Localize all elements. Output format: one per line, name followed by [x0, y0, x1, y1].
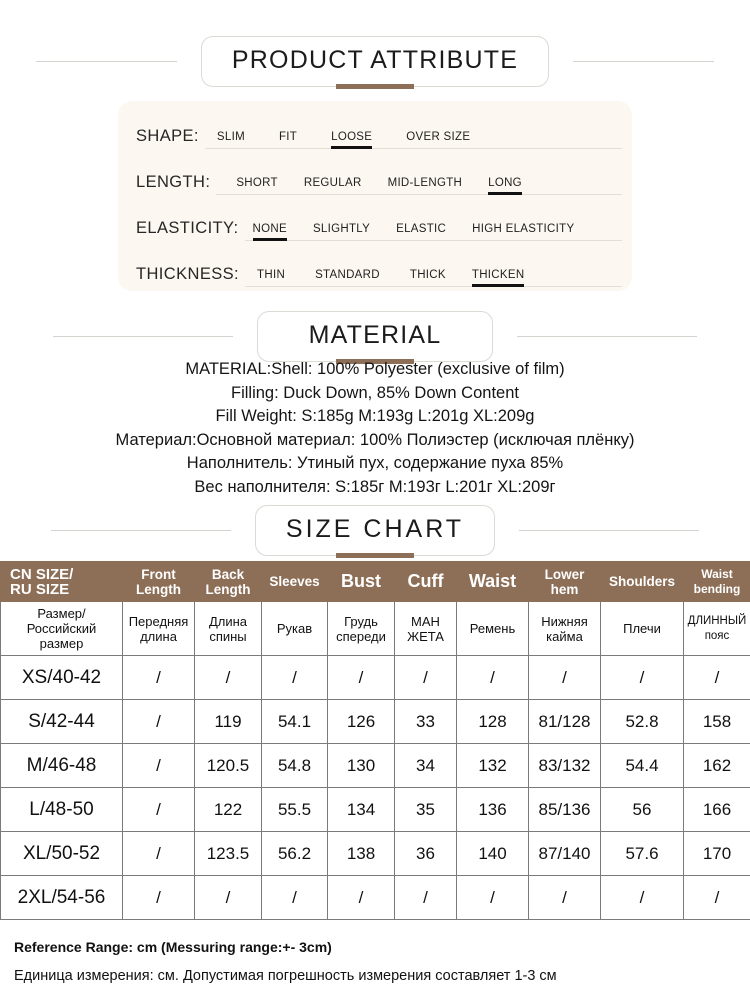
cell-back-length: 122	[195, 788, 262, 832]
cell-sleeves: /	[262, 876, 328, 920]
divider-line-right	[519, 530, 699, 531]
cell-cuff: 36	[395, 832, 457, 876]
cell-bust: 130	[328, 744, 395, 788]
cell-shoulders: /	[601, 876, 684, 920]
cell-cuff: 33	[395, 700, 457, 744]
material-line: Наполнитель: Утиный пух, содержание пуха 85%	[186, 454, 564, 472]
cell-waist: 140	[457, 832, 529, 876]
table-row	[1, 832, 750, 876]
cell-sleeves: 54.1	[262, 700, 328, 744]
title-underline-accent	[336, 84, 414, 89]
cell-lower-hem: 83/132	[529, 744, 601, 788]
option-length-regular[interactable]: REGULAR	[303, 176, 362, 189]
material-line: MATERIAL:Shell: 100% Polyester (exclusive of film)	[185, 360, 565, 378]
column-header-cuff: Cuff	[395, 562, 457, 602]
cell-size: 2XL/54-56	[1, 876, 123, 920]
divider-line-right	[573, 61, 714, 62]
column-header-sleeves: Sleeves	[262, 562, 328, 602]
option-thickness-thicken[interactable]: THICKEN	[471, 268, 525, 281]
cell-front-length: /	[123, 876, 195, 920]
section-header-product-attribute	[0, 36, 750, 87]
cell-front-length: /	[123, 832, 195, 876]
table-row	[1, 876, 750, 920]
cell-shoulders: 52.8	[601, 700, 684, 744]
table-row	[1, 700, 750, 744]
cell-sleeves: 56.2	[262, 832, 328, 876]
cell-waist-bending: 158	[684, 700, 750, 744]
column-header-back-length: Back Length	[195, 562, 262, 602]
attribute-label-shape: SHAPE:	[136, 126, 199, 145]
column-header-ru-waist-bending: ДЛИННЫЙ пояс	[684, 602, 750, 656]
cell-cuff: 35	[395, 788, 457, 832]
table-row	[1, 788, 750, 832]
cell-size: S/42-44	[1, 700, 123, 744]
cell-sleeves: 54.8	[262, 744, 328, 788]
cell-shoulders: 57.6	[601, 832, 684, 876]
column-header-ru-front-length: Передняя длина	[123, 602, 195, 656]
cell-size: XS/40-42	[1, 656, 123, 700]
option-thickness-thin[interactable]: THIN	[257, 268, 286, 281]
material-line: Fill Weight: S:185g M:193g L:201g XL:209g	[215, 407, 535, 425]
option-shape-fit[interactable]: FIT	[278, 130, 298, 143]
size-chart-table-container	[0, 561, 750, 920]
cell-waist-bending: 170	[684, 832, 750, 876]
cell-lower-hem: 87/140	[529, 832, 601, 876]
column-header-bust: Bust	[328, 562, 395, 602]
column-header-lower-hem: Lower hem	[529, 562, 601, 602]
divider-line-left	[36, 61, 177, 62]
option-elasticity-none[interactable]: NONE	[252, 222, 287, 235]
attribute-label-thickness: THICKNESS:	[136, 264, 240, 283]
cell-front-length: /	[123, 656, 195, 700]
cell-size: XL/50-52	[1, 832, 123, 876]
section-title-material: MATERIAL	[308, 321, 442, 349]
cell-bust: 134	[328, 788, 395, 832]
material-line: Материал:Основной материал: 100% Полиэстер (исключая плёнку)	[115, 430, 635, 449]
column-header-ru-cuff: МАН ЖЕТА	[395, 602, 457, 656]
option-thickness-standard[interactable]: STANDARD	[315, 268, 380, 281]
cell-waist: 128	[457, 700, 529, 744]
cell-waist-bending: 162	[684, 744, 750, 788]
size-chart-table	[0, 561, 750, 920]
cell-bust: 138	[328, 832, 395, 876]
attribute-options-length	[216, 178, 622, 196]
column-header-ru-size: Размер/ Российский размер	[1, 602, 123, 656]
cell-lower-hem: 85/136	[529, 788, 601, 832]
divider-line-left	[51, 530, 231, 531]
material-line: Filling: Duck Down, 85% Down Content	[231, 383, 519, 402]
cell-waist-bending: /	[684, 656, 750, 700]
column-header-front-length: Front Length	[123, 562, 195, 602]
column-header-ru-back-length: Длина спины	[195, 602, 262, 656]
cell-back-length: /	[195, 876, 262, 920]
cell-waist-bending: 166	[684, 788, 750, 832]
column-header-ru-shoulders: Плечи	[601, 602, 684, 656]
measurement-notes	[14, 933, 750, 991]
option-shape-loose[interactable]: LOOSE	[331, 130, 373, 143]
attribute-options-shape	[205, 132, 622, 150]
cell-lower-hem: 81/128	[529, 700, 601, 744]
divider-line-right	[517, 336, 697, 337]
cell-size: M/46-48	[1, 744, 123, 788]
column-header-shoulders: Shoulders	[601, 562, 684, 602]
option-shape-slim[interactable]: SLIM	[216, 130, 245, 143]
cell-bust: /	[328, 876, 395, 920]
cell-back-length: 123.5	[195, 832, 262, 876]
option-shape-over-size[interactable]: OVER SIZE	[406, 130, 471, 143]
column-header-ru-bust: Грудь спереди	[328, 602, 395, 656]
attribute-row-length	[136, 161, 622, 195]
cell-bust: 126	[328, 700, 395, 744]
cell-waist-bending: /	[684, 876, 750, 920]
cell-back-length: 120.5	[195, 744, 262, 788]
cell-lower-hem: /	[529, 876, 601, 920]
cell-sleeves: 55.5	[262, 788, 328, 832]
option-elasticity-high-elasticity[interactable]: HIGH ELASTICITY	[472, 222, 575, 235]
cell-shoulders: /	[601, 656, 684, 700]
attribute-options-thickness	[245, 270, 622, 288]
cell-waist: /	[457, 656, 529, 700]
column-header-ru-sleeves: Рукав	[262, 602, 328, 656]
option-length-mid-length[interactable]: MID-LENGTH	[387, 176, 463, 189]
material-description	[0, 358, 750, 499]
attribute-label-length: LENGTH:	[136, 172, 211, 191]
title-underline-accent	[336, 553, 414, 558]
cell-lower-hem: /	[529, 656, 601, 700]
cell-front-length: /	[123, 700, 195, 744]
cell-size: L/48-50	[1, 788, 123, 832]
note-reference-range-ru: Единица измерения: см. Допустимая погрешность измерения составляет 1-3 см	[14, 968, 557, 984]
cell-shoulders: 56	[601, 788, 684, 832]
cell-back-length: /	[195, 656, 262, 700]
attribute-row-elasticity	[136, 207, 622, 241]
attribute-row-shape	[136, 115, 622, 149]
cell-sleeves: /	[262, 656, 328, 700]
note-reference-range-en: Reference Range: cm (Messuring range:+- 3cm)	[14, 939, 332, 955]
cell-waist: 132	[457, 744, 529, 788]
option-elasticity-elastic[interactable]: ELASTIC	[396, 222, 447, 235]
cell-cuff: /	[395, 876, 457, 920]
section-title-pill	[201, 36, 549, 87]
section-title-pill	[257, 311, 493, 362]
table-header-row-ru	[1, 602, 750, 656]
divider-line-left	[53, 336, 233, 337]
cell-cuff: 34	[395, 744, 457, 788]
attribute-label-elasticity: ELASTICITY:	[136, 218, 239, 237]
option-elasticity-slightly[interactable]: SLIGHTLY	[312, 222, 371, 235]
column-header-waist-bending: Waist bending	[684, 562, 750, 602]
attribute-options-elasticity	[245, 224, 622, 242]
section-header-size-chart	[0, 505, 750, 556]
cell-back-length: 119	[195, 700, 262, 744]
column-header-ru-lower-hem: Нижняя кайма	[529, 602, 601, 656]
page-title: PRODUCT ATTRIBUTE	[231, 46, 519, 74]
column-header-ru-waist: Ремень	[457, 602, 529, 656]
cell-front-length: /	[123, 744, 195, 788]
cell-waist: /	[457, 876, 529, 920]
cell-waist: 136	[457, 788, 529, 832]
cell-cuff: /	[395, 656, 457, 700]
table-row	[1, 656, 750, 700]
option-length-long[interactable]: LONG	[488, 176, 522, 189]
attribute-row-thickness	[136, 253, 622, 287]
option-length-short[interactable]: SHORT	[236, 176, 278, 189]
section-title-size-chart: SIZE CHART	[285, 515, 465, 543]
option-thickness-thick[interactable]: THICK	[409, 268, 446, 281]
cell-front-length: /	[123, 788, 195, 832]
table-header-row-en	[1, 562, 750, 602]
column-header-waist: Waist	[457, 562, 529, 602]
attribute-panel	[118, 101, 632, 291]
cell-shoulders: 54.4	[601, 744, 684, 788]
section-header-material	[0, 311, 750, 362]
material-line: Вес наполнителя: S:185г M:193г L:201г XL:209г	[194, 477, 556, 496]
section-title-pill	[255, 505, 495, 556]
column-header-cn-ru-size: CN SIZE/ RU SIZE	[1, 562, 123, 602]
table-row	[1, 744, 750, 788]
cell-bust: /	[328, 656, 395, 700]
